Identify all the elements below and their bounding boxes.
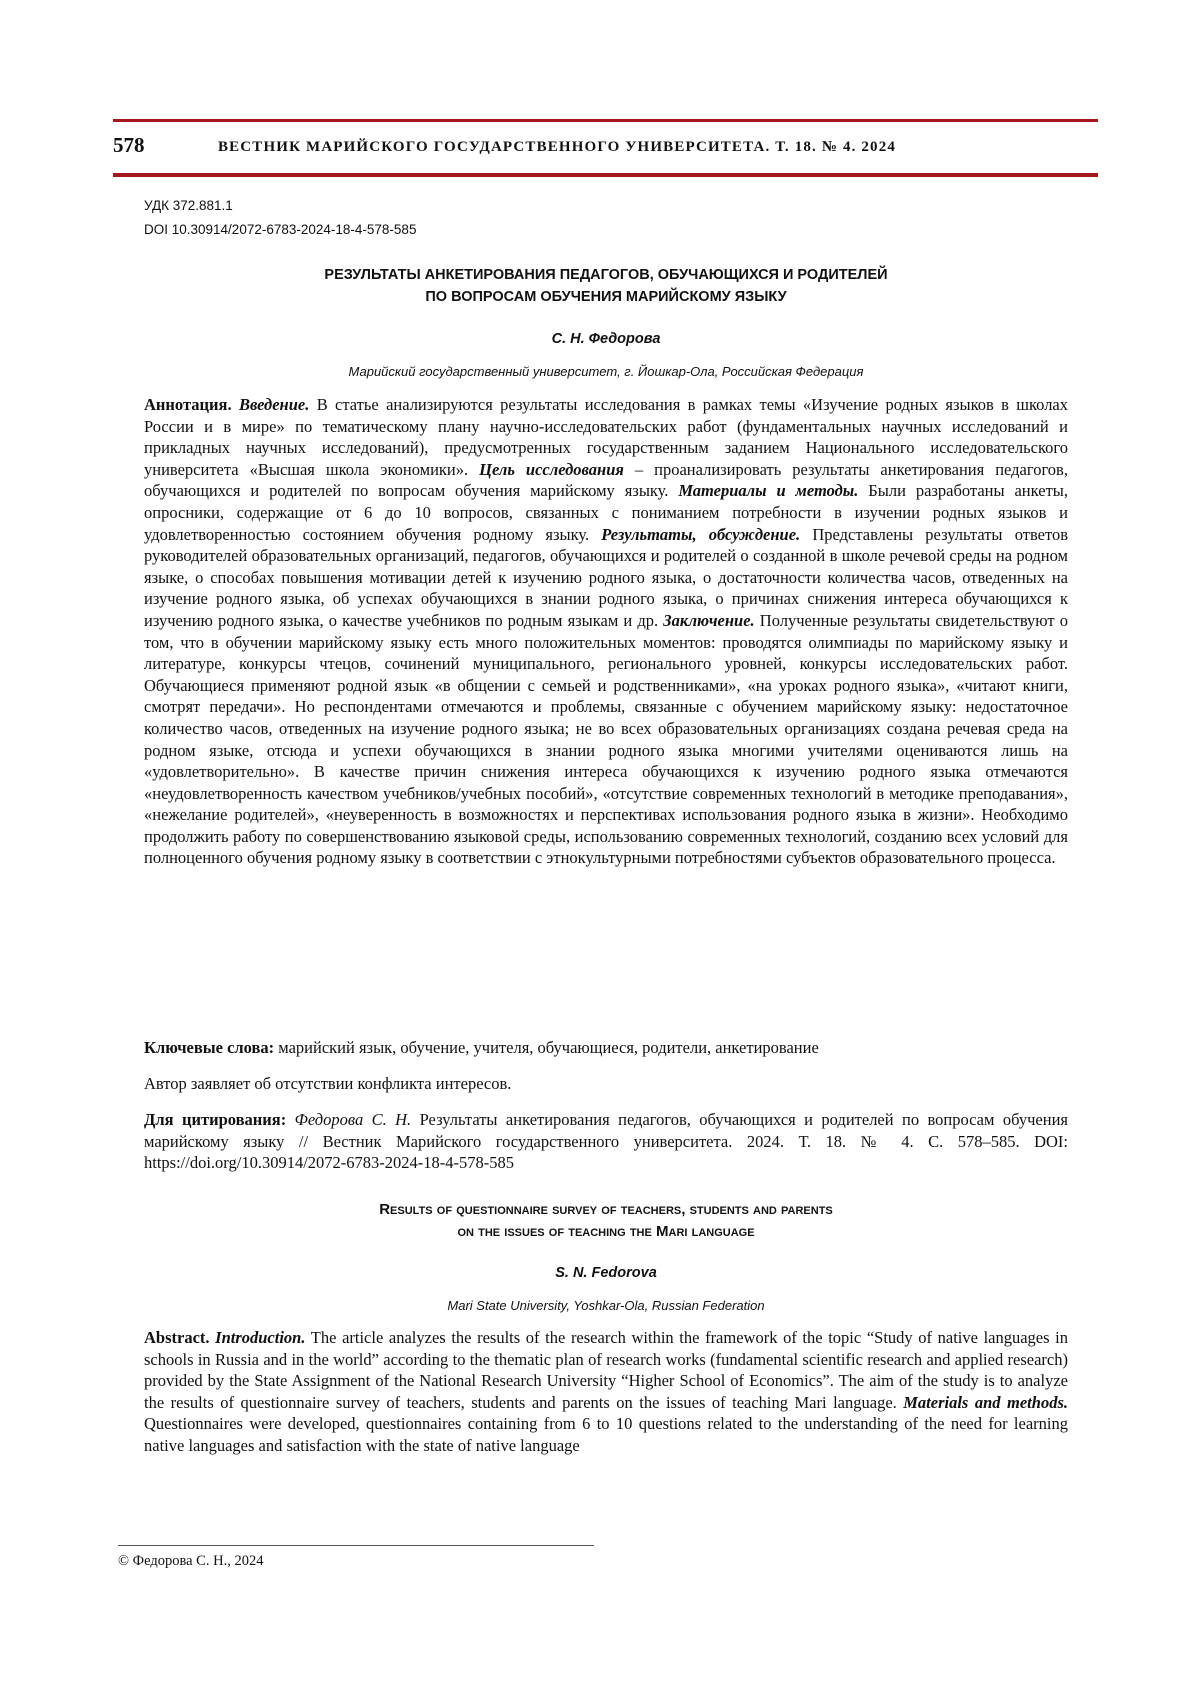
ru-author: С. Н. Федорова — [551, 331, 661, 347]
running-title: ВЕСТНИК МАРИЙСКОГО ГОСУДАРСТВЕННОГО УНИВЕРСИТЕТА. Т. 18. № 4. 2024 — [218, 139, 896, 155]
citation-label: Для цитирования: — [144, 1110, 287, 1129]
ru-keywords-label: Ключевые слова: — [144, 1038, 275, 1057]
ru-title-line-1: РЕЗУЛЬТАТЫ АНКЕТИРОВАНИЯ ПЕДАГОГОВ, ОБУЧАЮЩИХСЯ И РОДИТЕЛЕЙ — [324, 267, 888, 283]
page-number: 578 — [113, 133, 145, 157]
ru-abstract — [144, 394, 1068, 869]
header-rule-top — [113, 119, 1098, 122]
en-author: S. N. Fedorova — [555, 1265, 657, 1281]
ru-title — [144, 264, 1068, 308]
ru-keywords — [144, 1037, 1068, 1059]
ru-conclusion-label: Заключение. — [663, 610, 755, 630]
doi: DOI 10.30914/2072-6783-2024-18-4-578-585 — [144, 222, 417, 237]
ru-keywords-text: марийский язык, обучение, учителя, обучающиеся, родители, анкетирование — [274, 1038, 819, 1057]
en-title-line-2: on the issues of teaching the Mari language — [457, 1223, 755, 1240]
en-title-line-1: Results of questionnaire survey of teachers, students and parents — [379, 1201, 833, 1218]
ru-intro-label: Введение. — [238, 395, 310, 414]
en-abstract-label: Abstract. — [144, 1328, 210, 1347]
citation-author: Федорова С. Н. — [294, 1110, 412, 1129]
ru-affiliation: Марийский государственный университет, г. Йошкар-Ола, Российская Федерация — [348, 364, 864, 379]
en-abstract — [144, 1327, 1068, 1457]
ru-intro-text: В статье анализируются результаты исследования в рамках темы «Изучение родных языков в школах России и в мире» по тематическому плану научно-исследовательских работ (фундаментальных научных исследований и прикладных научных исследований), предусмотренных государственным заданием Национального исследовательского университета «Высшая школа экономики». — [144, 395, 1069, 479]
en-intro-text: The article analyzes the results of the research within the framework of the topic “Study of native languages in schools in Russia and in the world” according to the thematic plan of research works (fundamental scientific research and applied research) provided by the State Assignment of the National Research University “Higher School of Economics”. The aim of the study is to analyze the results of questionnaire survey of teachers, students and parents on the issues of teaching Mari language. — [144, 1328, 1068, 1412]
ru-aim-label: Цель исследования — [479, 459, 624, 479]
ru-conclusion-text: Полученные результаты свидетельствуют о том, что в обучении марийскому языку есть много положительных моментов: проводятся олимпиады по марийскому языку и литературе, конкурсы чтецов, сочинений муниципального, регионального уровней, конкурсы исследовательских работ. Обучающиеся применяют родной язык «в общении с семьей и родственниками», «на уроках родного языка», «читают книги, смотрят передачи». Но респондентами отмечаются и проблемы, связанные с обучением марийскому языку: недостаточное количество часов, отведенных на изучение родного языка; не во всех образовательных организациях создана речевая среда на родном языке, отсюда и успехи обучающихся в знании родного языка многими учителями оцениваются лишь на «удовлетворительно». В качестве причин снижения интереса обучающихся к изучению родного языка отмечаются «неудовлетворенность качеством учебников/учебных пособий», «отсутствие современных технологий в методике преподавания», «нежелание родителей», «неуверенность в возможностях и перспективах использования родного языка в жизни». Необходимо продолжить работу по совершенствованию языковой среды, использованию современных технологий, созданию всех условий для полноценного обучения родному языку в соответствии с этнокультурными потребностями субъектов образовательного процесса. — [144, 610, 1068, 868]
ru-title-line-2: ПО ВОПРОСАМ ОБУЧЕНИЯ МАРИЙСКОМУ ЯЗЫКУ — [425, 289, 787, 305]
copyright-notice: © Федорова С. Н., 2024 — [118, 1553, 264, 1569]
footnote-rule — [118, 1545, 594, 1546]
ru-methods-label: Материалы и методы. — [678, 481, 859, 501]
ru-abstract-label: Аннотация. — [144, 395, 232, 414]
ru-results-text: Представлены результаты ответов руководителей образовательных организаций, педагогов, обучающихся и родителей о созданной в школе речевой среды на родном языке, о способах повышения мотивации детей к изучению родного языка, о достаточности количества часов, отведенных на изучение родного языка, об успехах обучающихся в знании родного языка, о причинах снижения интереса обучающихся к изучению родного языка, о качестве учебников по родным языкам и др. — [144, 524, 1068, 630]
en-methods-text: Questionnaires were developed, questionnaires containing from 6 to 10 questions related to the understanding of the need for learning native languages and satisfaction with the state of native language — [144, 1414, 1068, 1455]
conflict-statement: Автор заявляет об отсутствии конфликта интересов. — [144, 1074, 512, 1093]
ru-methods-text: Были разработаны анкеты, опросники, содержащие от 6 до 10 вопросов, связанных с пониманием потребности в изучении родных языков и удовлетворенностью состоянием обучения родному языку. — [144, 481, 1068, 544]
en-title — [144, 1199, 1068, 1243]
header-rule-bottom — [113, 173, 1098, 177]
en-affiliation: Mari State University, Yoshkar-Ola, Russian Federation — [447, 1298, 765, 1313]
en-intro-label: Introduction. — [215, 1328, 306, 1347]
citation — [144, 1109, 1068, 1174]
en-methods-label: Materials and methods. — [903, 1392, 1068, 1412]
citation-text: Результаты анкетирования педагогов, обучающихся и родителей по вопросам обучения марийскому языку // Вестник Марийского государственного университета. 2024. Т. 18. № 4. С. 578–585. DOI: https://doi.org/10.30914/2072-6783-2024-18-4-578-585 — [144, 1110, 1068, 1173]
udc-code: УДК 372.881.1 — [144, 198, 233, 213]
ru-aim-text: – проанализировать результаты анкетирования педагогов, обучающихся и родителей по вопросам обучения марийскому языку. — [144, 459, 1068, 501]
ru-results-label: Результаты, обсуждение. — [601, 524, 801, 544]
